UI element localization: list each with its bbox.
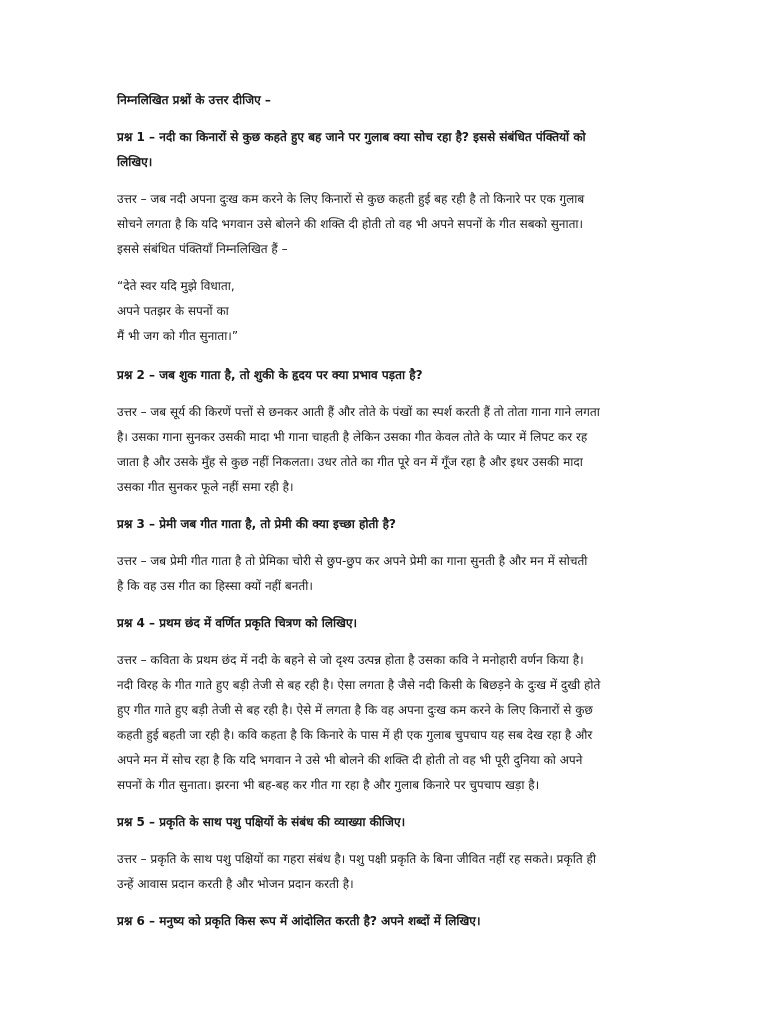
answer-line: सोचने लगता है कि यदि भगवान उसे बोलने की शक्ति दी होती तो वह भी अपने सपनों के गीत सबको सुनाता। <box>117 217 584 231</box>
qa-section <box>117 125 647 349</box>
poem-line: अपने पतझर के सपनों का <box>117 304 229 318</box>
qa-section <box>117 363 647 500</box>
answer <box>117 847 647 897</box>
answer-line: उत्तर – जब प्रेमी गीत गाता है तो प्रेमिका चोरी से छुप-छुप कर अपने प्रेमी का गाना सुनती है और मन में सोचती <box>117 554 588 568</box>
answer-line: उसका गीत सुनकर फूले नहीं समा रही है। <box>117 480 294 494</box>
poem-line: “देते स्वर यदि मुझे विधाता, <box>117 279 235 293</box>
answer <box>117 400 647 500</box>
question <box>117 512 647 537</box>
answer-line: जाता है और उसके मुँह से कुछ नहीं निकलता। उधर तोते का गीत पूरे वन में गूँज रहा है और इधर उसकी मादा <box>117 455 583 469</box>
qa-section <box>117 810 647 897</box>
question <box>117 125 647 175</box>
question <box>117 810 647 835</box>
answer-line: है। उसका गाना सुनकर उसकी मादा भी गाना चाहती है लेकिन उसका गीत केवल तोते के प्यार में लिपट कर रह <box>117 430 588 444</box>
question-line: लिखिए। <box>117 155 153 169</box>
question-line: प्रश्न 3 – प्रेमी जब गीत गाता है, तो प्रेमी की क्या इच्छा होती है? <box>117 517 396 531</box>
answer-line: हुए गीत गाते हुए बड़ी तेजी से बह रही है। ऐसे में लगता है कि वह अपना दुःख कम करने के लिए किनारों से कुछ <box>117 703 593 717</box>
page-heading: निम्नलिखित प्रश्नों के उत्तर दीजिए – <box>117 93 271 107</box>
question <box>117 611 647 636</box>
answer-line: इससे संबंधित पंक्तियाँ निम्नलिखित हैं – <box>117 242 288 256</box>
answer-line: है कि वह उस गीत का हिस्सा क्यों नहीं बनती। <box>117 579 313 593</box>
answer-line: अपने मन में सोच रहा है कि यदि भगवान ने उसे भी बोलने की शक्ति दी होती तो वह भी पूरी दुनिया को अपने <box>117 753 583 767</box>
qa-section <box>117 512 647 599</box>
question-line: प्रश्न 2 – जब शुक गाता है, तो शुकी के हृदय पर क्या प्रभाव पड़ता है? <box>117 368 423 382</box>
answer-line: उत्तर – जब नदी अपना दुःख कम करने के लिए किनारों से कुछ कहती हुई बह रही है तो किनारे पर एक गुलाब <box>117 192 585 206</box>
question <box>117 909 647 934</box>
answer-line: कहती हुई बहती जा रही है। कवि कहता है कि किनारे के पास में ही एक गुलाब चुपचाप यह सब देख रहा है और <box>117 728 593 742</box>
qa-sections <box>117 125 647 934</box>
question-line: प्रश्न 1 – नदी का किनारों से कुछ कहते हुए बह जाने पर गुलाब क्या सोच रहा है? इससे संबंधित पंक्तियों को <box>117 130 586 144</box>
document-page <box>117 88 647 946</box>
answer <box>117 549 647 599</box>
answer-line: उत्तर – जब सूर्य की किरणें पत्तों से छनकर आती हैं और तोते के पंखों का स्पर्श करती हैं तो तोता गाना गाने लगता <box>117 405 600 419</box>
qa-section <box>117 611 647 798</box>
poem-quote <box>117 274 647 349</box>
answer-line: उत्तर – कविता के प्रथम छंद में नदी के बहने से जो दृश्य उत्पन्न होता है उसका कवि ने मनोहारी वर्णन किया है। <box>117 653 584 667</box>
qa-section <box>117 909 647 934</box>
question-line: प्रश्न 4 – प्रथम छंद में वर्णित प्रकृति चित्रण को लिखिए। <box>117 616 358 630</box>
answer <box>117 187 647 262</box>
answer-line: उत्तर – प्रकृति के साथ पशु पक्षियों का गहरा संबंध है। पशु पक्षी प्रकृति के बिना जीवित नहीं रह सकते। प्रकृति ही <box>117 852 596 866</box>
answer <box>117 648 647 798</box>
answer-line: सपनों के गीत सुनाता। झरना भी बह-बह कर गीत गा रहा है और गुलाब किनारे पर चुपचाप खड़ा है। <box>117 778 540 792</box>
answer-line: नदी विरह के गीत गाते हुए बड़ी तेजी से बह रही है। ऐसा लगता है जैसे नदी किसी के बिछड़ने के दुःख में दुखी होते <box>117 678 601 692</box>
question-line: प्रश्न 6 – मनुष्य को प्रकृति किस रूप में आंदोलित करती है? अपने शब्दों में लिखिए। <box>117 914 481 928</box>
answer-line: उन्हें आवास प्रदान करती है और भोजन प्रदान करती है। <box>117 877 354 891</box>
question <box>117 363 647 388</box>
question-line: प्रश्न 5 – प्रकृति के साथ पशु पक्षियों के संबंध की व्याख्या कीजिए। <box>117 815 406 829</box>
poem-line: मैं भी जग को गीत सुनाता।” <box>117 329 239 343</box>
